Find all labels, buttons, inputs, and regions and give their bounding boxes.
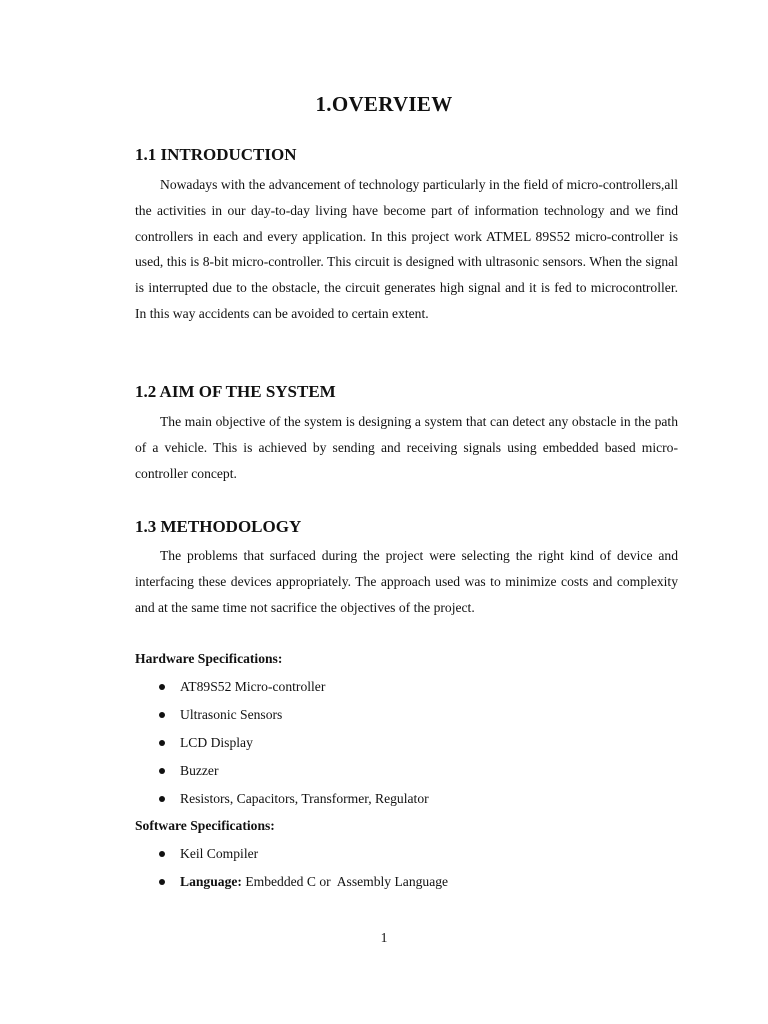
list-item-text: Buzzer [180, 763, 219, 778]
software-specifications-heading: Software Specifications: [135, 818, 275, 833]
list-item [135, 701, 429, 729]
language-label: Language: [180, 874, 242, 889]
introduction-text: Nowadays with the advancement of technology particularly in the field of micro-controllers,all the activities in our day-to-day living have become part of information technology and we find controllers in each and every application. In this project work ATMEL 89S52 micro-controller is used, this is 8-bit micro-controller. This circuit is designed with ultrasonic sensors. When the signal is interrupted due to the obstacle, the circuit generates high signal and it is fed to microcontroller. In this way accidents can be avoided to certain extent. [135, 177, 678, 321]
bullet-icon [159, 879, 165, 885]
bullet-icon [159, 768, 165, 774]
list-item-text: Resistors, Capacitors, Transformer, Regulator [180, 791, 429, 806]
introduction-paragraph [135, 172, 678, 327]
page-number: 1 [380, 930, 388, 945]
hardware-list [135, 673, 429, 813]
list-item-text: AT89S52 Micro-controller [180, 679, 326, 694]
list-item-text: LCD Display [180, 735, 253, 750]
aim-text: The main objective of the system is designing a system that can detect any obstacle in the path of a vehicle. This is achieved by sending and receiving signals using embedded based micro-controller concept. [135, 414, 678, 481]
list-item [135, 673, 429, 701]
methodology-paragraph [135, 543, 678, 620]
bullet-icon [159, 796, 165, 802]
bullet-icon [159, 740, 165, 746]
hardware-specifications-heading: Hardware Specifications: [135, 651, 283, 666]
bullet-icon [159, 712, 165, 718]
section-heading-aim: 1.2 AIM OF THE SYSTEM [135, 382, 336, 401]
section-heading-introduction: 1.1 INTRODUCTION [135, 145, 297, 164]
list-item [135, 729, 429, 757]
language-value: Embedded C or Assembly Language [245, 874, 449, 889]
list-item-text: Ultrasonic Sensors [180, 707, 283, 722]
software-list [135, 840, 448, 896]
list-item [135, 840, 448, 868]
list-item [135, 785, 429, 813]
bullet-icon [159, 851, 165, 857]
methodology-text: The problems that surfaced during the project were selecting the right kind of device and interfacing these devices appropriately. The approach used was to minimize costs and complexity and at the same time not sacrifice the objectives of the project. [135, 548, 678, 615]
list-item [135, 757, 429, 785]
bullet-icon [159, 684, 165, 690]
aim-paragraph [135, 409, 678, 486]
list-item-text: Keil Compiler [180, 846, 259, 861]
section-heading-methodology: 1.3 METHODOLOGY [135, 517, 302, 536]
list-item [135, 868, 448, 896]
page-title: 1.OVERVIEW [315, 92, 453, 116]
